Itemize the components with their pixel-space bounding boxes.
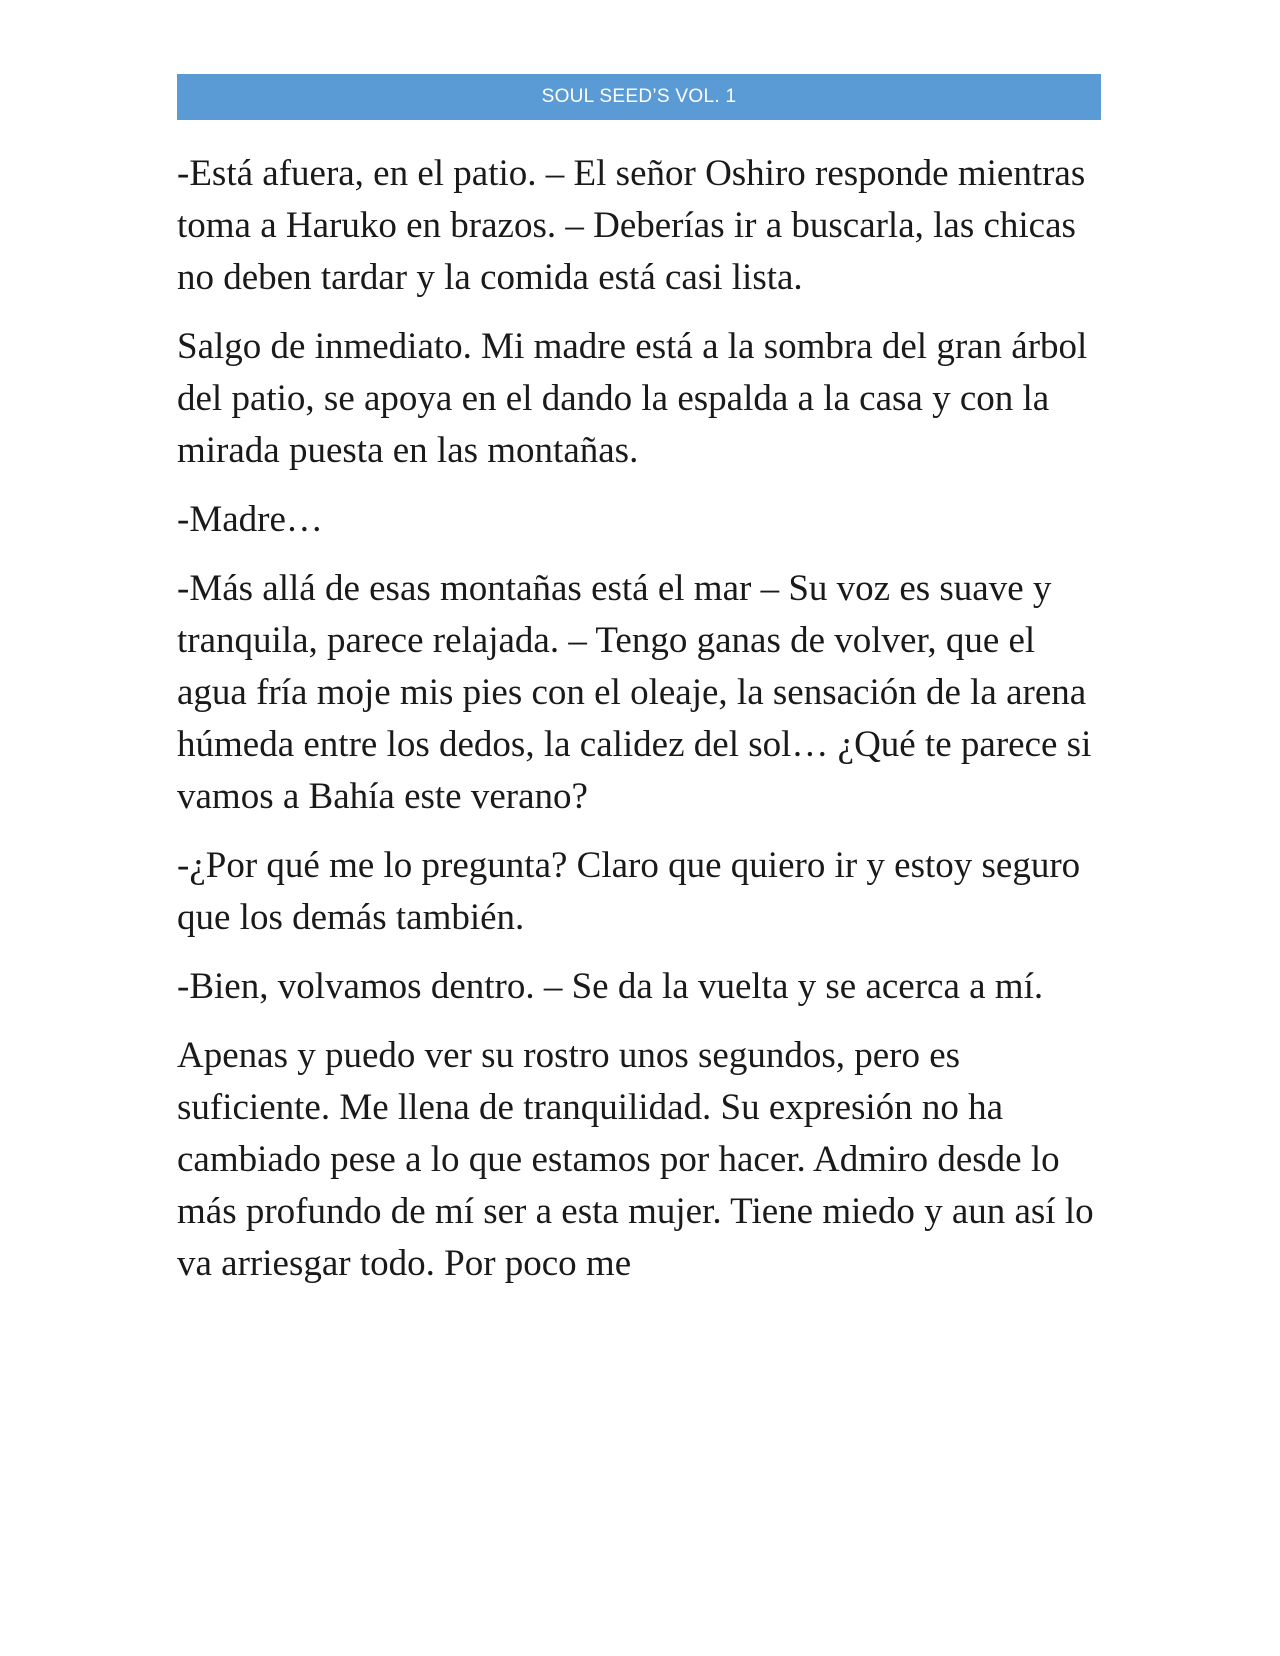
- paragraph-3: -Madre…: [177, 499, 323, 540]
- paragraph-6: -Bien, volvamos dentro. – Se da la vuelta y se acerca a mí.: [177, 966, 1044, 1007]
- paragraph-4: -Más allá de esas montañas está el mar – Su voz es suave y tranquila, parece relajada. – Tengo ganas de volver, que el agua fría moje mis pies con el oleaje, la sensación de la arena húmeda entre los dedos, la calidez del sol… ¿Qué te parece si vamos a Bahía este verano?: [177, 568, 1092, 817]
- body-text: [177, 148, 1101, 1307]
- paragraph-7: Apenas y puedo ver su rostro unos segundos, pero es suficiente. Me llena de tranquilidad. Su expresión no ha cambiado pese a lo que estamos por hacer. Admiro desde lo más profundo de mí ser a esta mujer. Tiene miedo y aun así lo va arriesgar todo. Por poco me: [177, 1035, 1094, 1284]
- running-header: SOUL SEED’S VOL. 1: [177, 74, 1101, 120]
- paragraph-2: Salgo de inmediato. Mi madre está a la sombra del gran árbol del patio, se apoya en el dando la espalda a la casa y con la mirada puesta en las montañas.: [177, 326, 1088, 471]
- paragraph-1: -Está afuera, en el patio. – El señor Oshiro responde mientras toma a Haruko en brazos. – Deberías ir a buscarla, las chicas no deben tardar y la comida está casi lista.: [177, 153, 1086, 298]
- paragraph-5: -¿Por qué me lo pregunta? Claro que quiero ir y estoy seguro que los demás también.: [177, 845, 1081, 938]
